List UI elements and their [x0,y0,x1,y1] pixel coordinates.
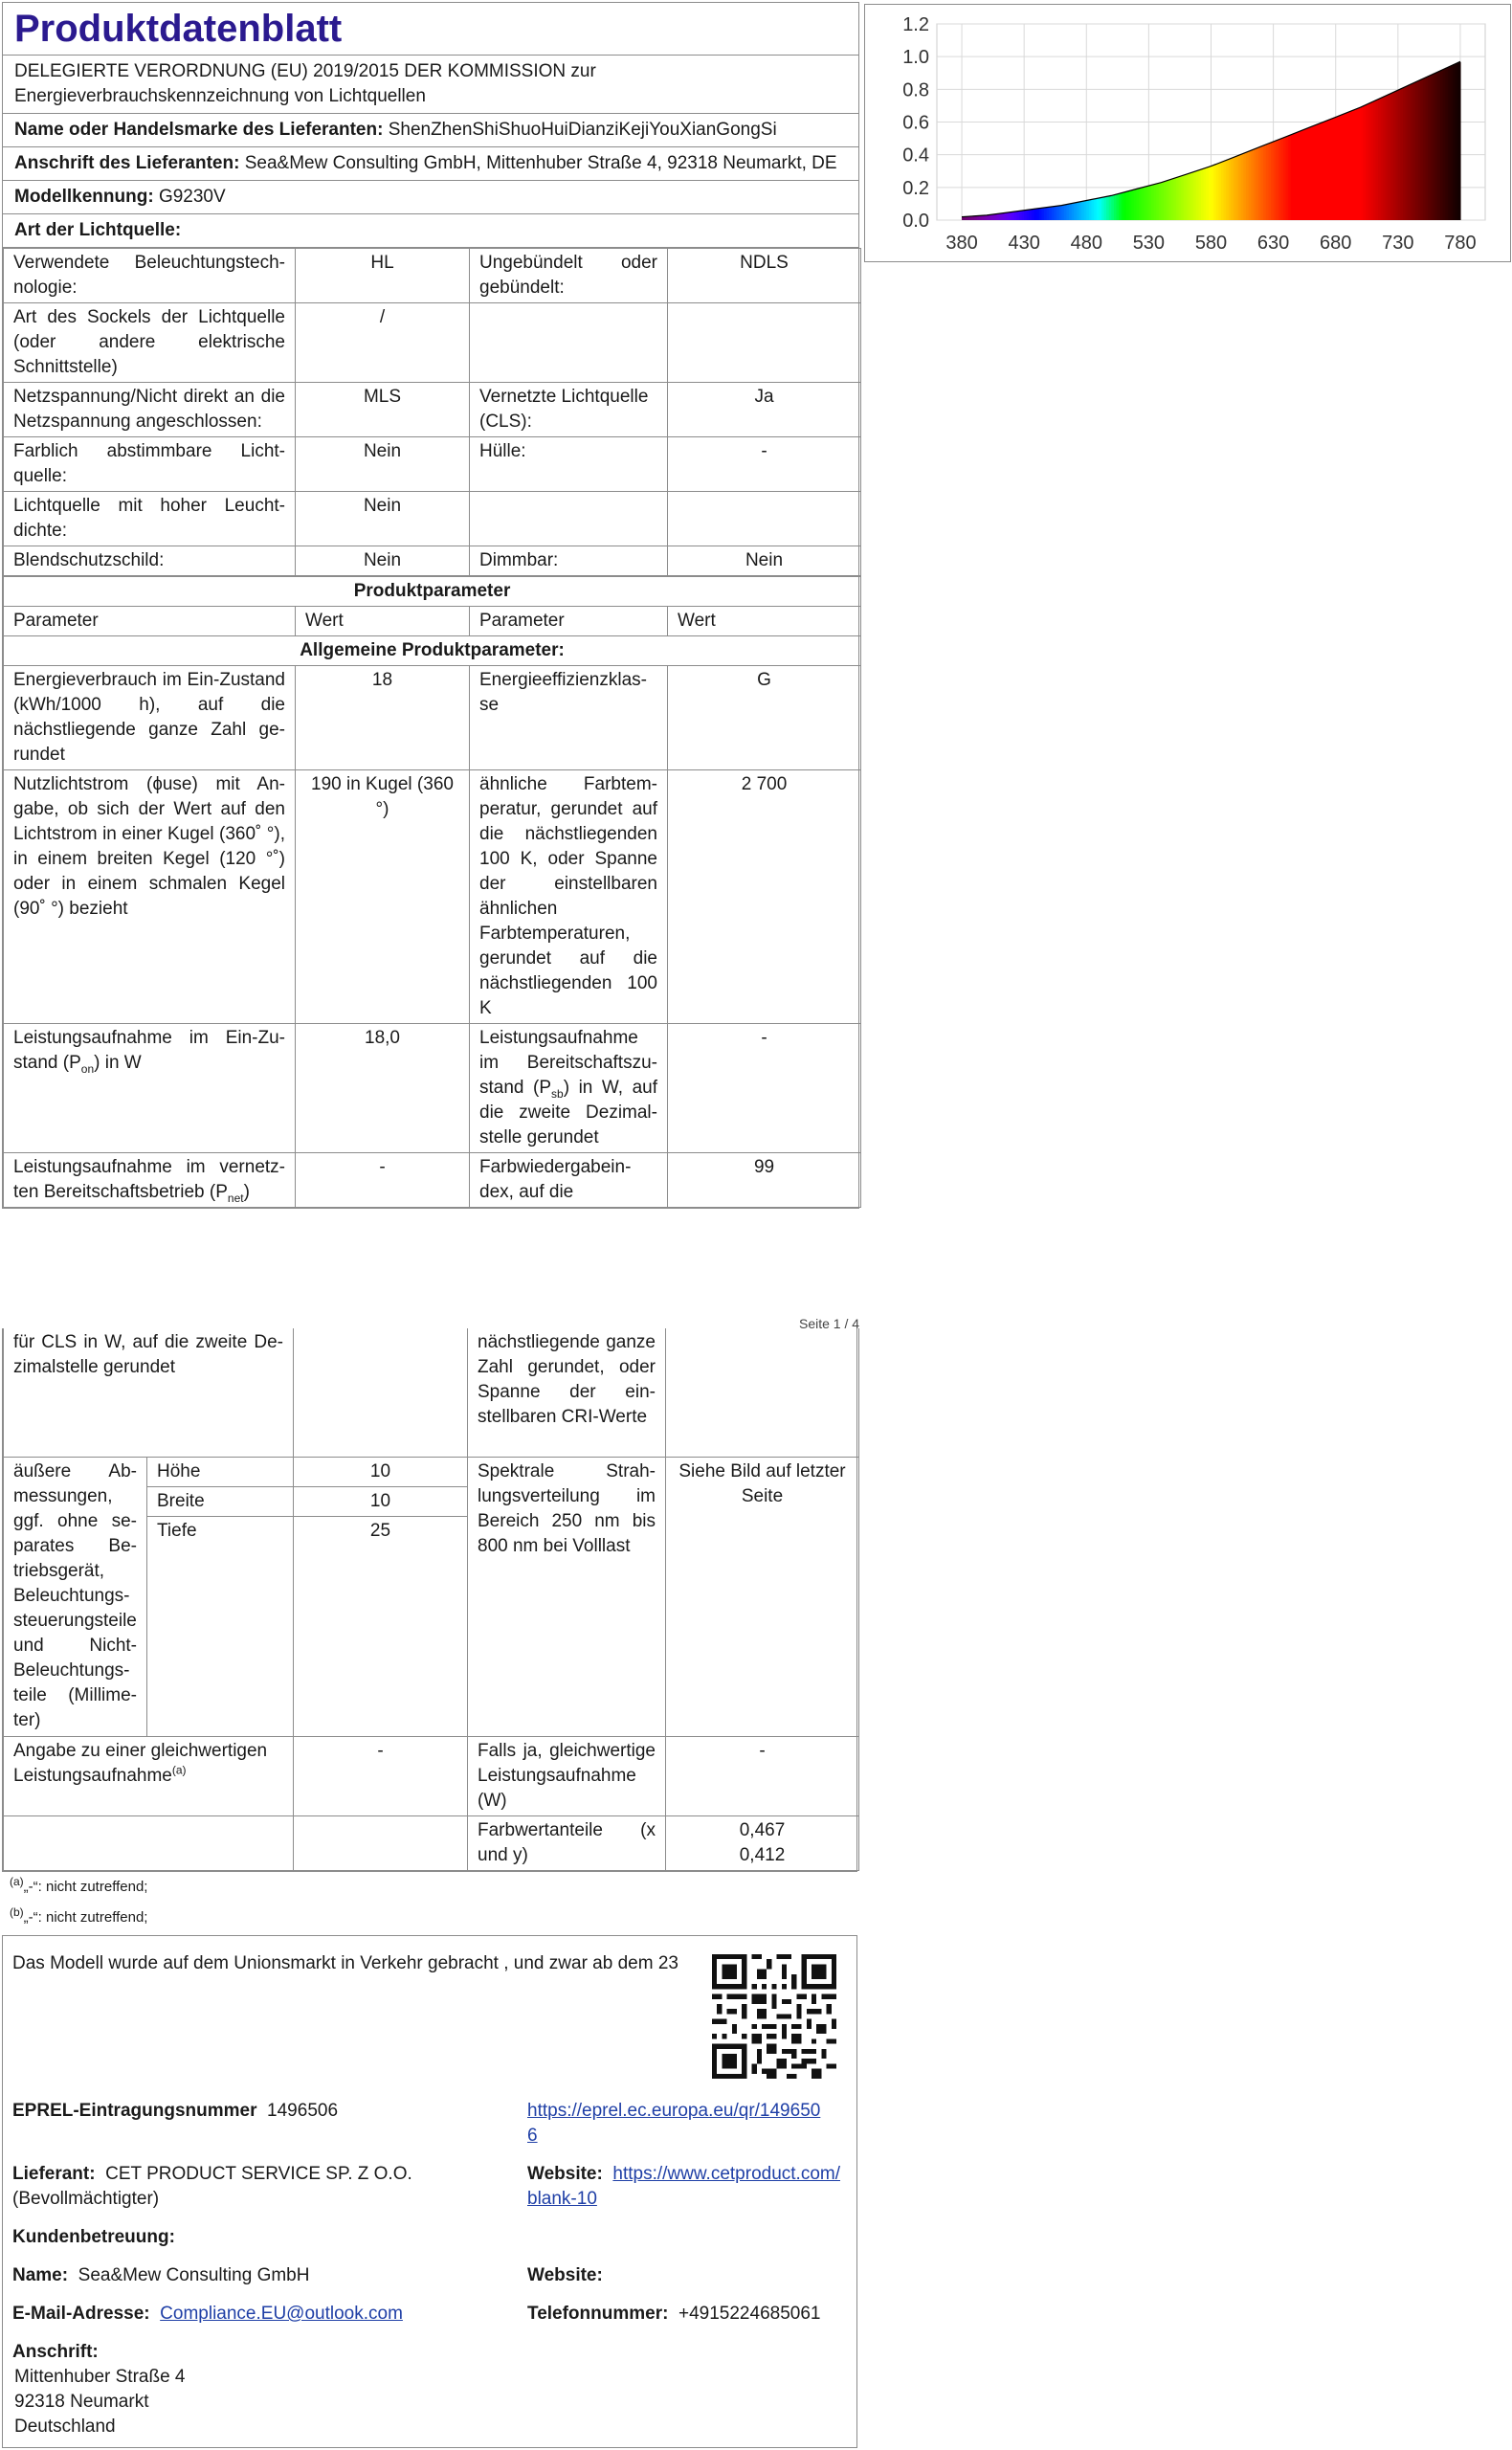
chromaticity-values [666,1815,859,1870]
table-cell: Farblich abstimmbare Lichtquelle: [4,437,296,492]
dimension-value: 10 [294,1457,468,1486]
table-row [4,1457,859,1486]
table-cell [294,1328,468,1457]
power-net-value: - [296,1153,470,1208]
table-cell: Dimmbar: [470,546,668,576]
equivalent-label: Angabe zu einer gleichwertigen Leistungsaufnahme$^{(a)}$ [4,1736,294,1815]
table-row [4,1153,861,1208]
x-tick-label: 430 [1008,233,1040,254]
table-cell: Ungebündelt oder gebündelt: [470,249,668,303]
power-on-label: Leistungsaufnahme im Ein-Zustand $(P_{on})$ in W [4,1024,296,1153]
page-number: Seite 1 / 4 [799,1316,860,1331]
equivalent-value: - [294,1736,468,1815]
email-label: E-Mail-Adresse: [12,2304,150,2324]
table-cell: G [668,666,861,770]
supplier-address: Sea&Mew Consulting GmbH, Mittenhuber Straße 4, 92318 Neumarkt, DE [244,153,837,173]
table-row [4,1024,861,1153]
dimensions-label: äußere Abmessungen, ggf. ohne separates Betriebsgerät, Beleuchtungssteuerungsteile und Nicht-Beleuchtungsteile (Millimeter) [4,1457,147,1736]
column-header: Parameter [4,607,296,636]
model-row [3,181,858,214]
column-header: Wert [296,607,470,636]
spectrum-chart [865,5,1510,261]
supplier-value: CET PRODUCT SERVICE SP. Z O.O. (Bevollmächtigter) [12,2164,412,2209]
table-cell: Blendschutzschild: [4,546,296,576]
address-line: Deutschland [14,2417,116,2437]
datasheet-page-1 [2,2,859,1209]
spd-value: Siehe Bild auf letzter Seite [666,1457,859,1736]
table-cell: Art des Sockels der Lichtquelle (oder andere elektrische Schnittstelle) [4,303,296,383]
table-cell: Verwendete Beleuchtungstechnologie: [4,249,296,303]
address-lines [14,2365,185,2439]
table-cell: Nein [668,546,861,576]
x-tick-label: 630 [1256,233,1290,254]
datasheet-page-2 [2,1328,857,1872]
dimension-name: Tiefe [147,1516,294,1736]
name-label: Name: [12,2265,69,2285]
table-cell [470,492,668,546]
table-row [4,577,861,607]
phone-label: Telefonnummer: [527,2304,669,2324]
email-link[interactable]: Compliance.EU@outlook.com [160,2304,403,2324]
y-tick-label: 0.6 [902,112,929,134]
table-cell: Hülle: [470,437,668,492]
chromaticity-y: 0,412 [739,1844,786,1865]
y-tick-label: 1.2 [902,14,929,35]
spectrum-chart-frame [864,4,1511,262]
product-params-heading: Produktparameter [4,577,861,607]
table-cell: / [296,303,470,383]
address-line: 92318 Neumarkt [14,2392,149,2412]
column-header: Wert [668,607,861,636]
product-parameters-continued [3,1328,859,1871]
table-cell: Vernetzte Lichtquelle (CLS): [470,383,668,437]
table-row [4,1328,859,1457]
x-tick-label: 480 [1070,233,1102,254]
power-net-label-cont: für CLS in W, auf die zweite Dezimalstelle gerundet [4,1328,294,1457]
cri-label-cont: nächstliegende ganze Zahl gerundet, oder Spanne der einstellbaren CRI-Werte [468,1328,666,1457]
table-cell [470,303,668,383]
table-cell: Nutzlichtstrom (ɸuse) mit Angabe, ob sich der Wert auf den Lichtstrom in einer Kugel (360˚ °), in einem breiten Kegel (120 °˚) oder in einem schmalen Kegel (90˚ °) bezieht [4,770,296,1024]
footnote-b: $^{(b)}$„-“: nicht zutreffend; [10,1905,148,1926]
supplier-row [12,2162,515,2212]
y-tick-label: 0.8 [902,79,929,101]
eprel-label: EPREL-Eintragungsnummer [12,2101,257,2121]
y-tick-label: 1.0 [902,47,929,69]
supplier-name: ShenZhenShiShuoHuiDianziKejiYouXianGongSi [388,120,777,140]
table-cell: Energieeffizienzklasse [470,666,668,770]
table-cell: MLS [296,383,470,437]
table-row [4,666,861,770]
model-label: Modellkennung: [14,187,154,207]
x-tick-label: 380 [945,233,978,254]
x-tick-label: 580 [1194,233,1228,254]
website-label: Website: [527,2164,603,2184]
cri-value: 99 [668,1153,861,1208]
customer-service-label: Kundenbetreuung: [12,2227,175,2247]
supplier-address-row [3,147,858,181]
power-standby-value: - [668,1024,861,1153]
x-tick-label: 780 [1444,233,1477,254]
supplier-address-label: Anschrift des Lieferanten: [14,153,240,173]
table-cell: Netzspannung/Nicht direkt an die Netzspannung angeschlossen: [4,383,296,437]
chromaticity-x: 0,467 [739,1819,786,1840]
website-row [527,2162,843,2212]
table-cell: HL [296,249,470,303]
table-cell [668,492,861,546]
regulation-text: DELEGIERTE VERORDNUNG (EU) 2019/2015 DER KOMMISSION zur Energieverbrauchskennzeichnung von Lichtquellen [3,56,858,114]
x-tick-label: 530 [1132,233,1166,254]
table-cell: Nein [296,437,470,492]
y-tick-label: 0.4 [902,145,929,167]
phone-row [527,2302,820,2327]
light-source-type-table [3,248,861,576]
type-rows [4,249,861,576]
table-row [4,636,861,666]
power-standby-label: Leistungsaufnahme im Bereitschaftszustand $(P_{sb})$ in W, auf die zweite Dezimalstelle gerundet [470,1024,668,1153]
equivalent-power-value: - [666,1736,859,1815]
address-label: Anschrift: [12,2342,99,2362]
supplier-name-label: Name oder Handelsmarke des Lieferanten: [14,120,384,140]
equivalent-power-label: Falls ja, gleichwertige Leistungsaufnahme (W) [468,1736,666,1815]
power-net-label: Leistungsaufnahme im vernetzten Bereitschaftsbetrieb $(P_{net})$ [4,1153,296,1208]
product-parameters-table [3,576,861,1208]
table-cell: 18 [296,666,470,770]
market-text: Das Modell wurde auf dem Unionsmarkt in Verkehr gebracht , und zwar ab dem 23 [12,1953,678,1973]
footnote-a: $^{(a)}$„-“: nicht zutreffend; [10,1875,148,1895]
model-id: G9230V [158,187,226,207]
table-row [4,770,861,1024]
eprel-row [12,2099,338,2124]
y-tick-label: 0.2 [902,177,929,199]
dimension-value: 25 [294,1516,468,1736]
dimension-value: 10 [294,1486,468,1516]
cri-label: Farbwiedergabeindex, auf die [470,1153,668,1208]
column-header: Parameter [470,607,668,636]
qr-code-icon[interactable] [712,1954,836,2079]
dimension-name: Breite [147,1486,294,1516]
table-row [4,437,861,492]
table-cell [668,303,861,383]
spd-label: Spektrale Strahlungsverteilung im Bereich 250 nm bis 800 nm bei Volllast [468,1457,666,1736]
table-cell: Ja [668,383,861,437]
name-row [12,2263,309,2288]
address-line: Mittenhuber Straße 4 [14,2367,186,2387]
table-cell: 190 in Kugel (360 °) [296,770,470,1024]
general-params-heading: Allgemeine Produktparameter: [4,636,861,666]
eprel-link[interactable]: https://eprel.ec.europa.eu/qr/1496506 [527,2101,821,2146]
website-link[interactable]: https://www.cetproduct.com/blank-10 [527,2164,840,2209]
table-row [4,1815,859,1870]
table-cell [294,1815,468,1870]
table-row [4,383,861,437]
table-cell: Lichtquelle mit hoher Leuchtdichte: [4,492,296,546]
table-cell: NDLS [668,249,861,303]
power-on-value: 18,0 [296,1024,470,1153]
table-cell [666,1328,859,1457]
table-row [4,1736,859,1815]
table-header-row [4,607,861,636]
spectrum-bar [1457,62,1460,220]
supplier-label: Lieferant: [12,2164,96,2184]
table-cell: Nein [296,546,470,576]
table-row [4,546,861,576]
email-row [12,2302,403,2327]
phone-value: +4915224685061 [678,2304,821,2324]
table-cell: Energieverbrauch im Ein-Zustand (kWh/1000 h), auf die nächstliegende ganze Zahl gerundet [4,666,296,770]
name-value: Sea&Mew Consulting GmbH [78,2265,310,2285]
x-tick-label: 680 [1320,233,1352,254]
supplier-name-row [3,114,858,147]
table-row [4,249,861,303]
y-tick-label: 0.0 [902,211,929,232]
eprel-number: 1496506 [267,2101,339,2121]
page-title: Produktdatenblatt [3,3,858,56]
table-row [4,303,861,383]
table-cell: 2 700 [668,770,861,1024]
website2-label: Website: [527,2265,603,2285]
table-cell: - [668,437,861,492]
table-cell [4,1815,294,1870]
dimension-name: Höhe [147,1457,294,1486]
light-source-type-heading: Art der Lichtquelle: [3,214,858,248]
chromaticity-label: Farbwertanteile (x und y) [468,1815,666,1870]
table-cell: Nein [296,492,470,546]
table-row [4,492,861,546]
table-cell: ähnliche Farbtemperatur, gerundet auf die nächstliegenden 100 K, oder Spanne der einstellbaren ähnlichen Farbtemperaturen, gerundet auf die nächstliegenden 100 K [470,770,668,1024]
x-tick-label: 730 [1382,233,1414,254]
